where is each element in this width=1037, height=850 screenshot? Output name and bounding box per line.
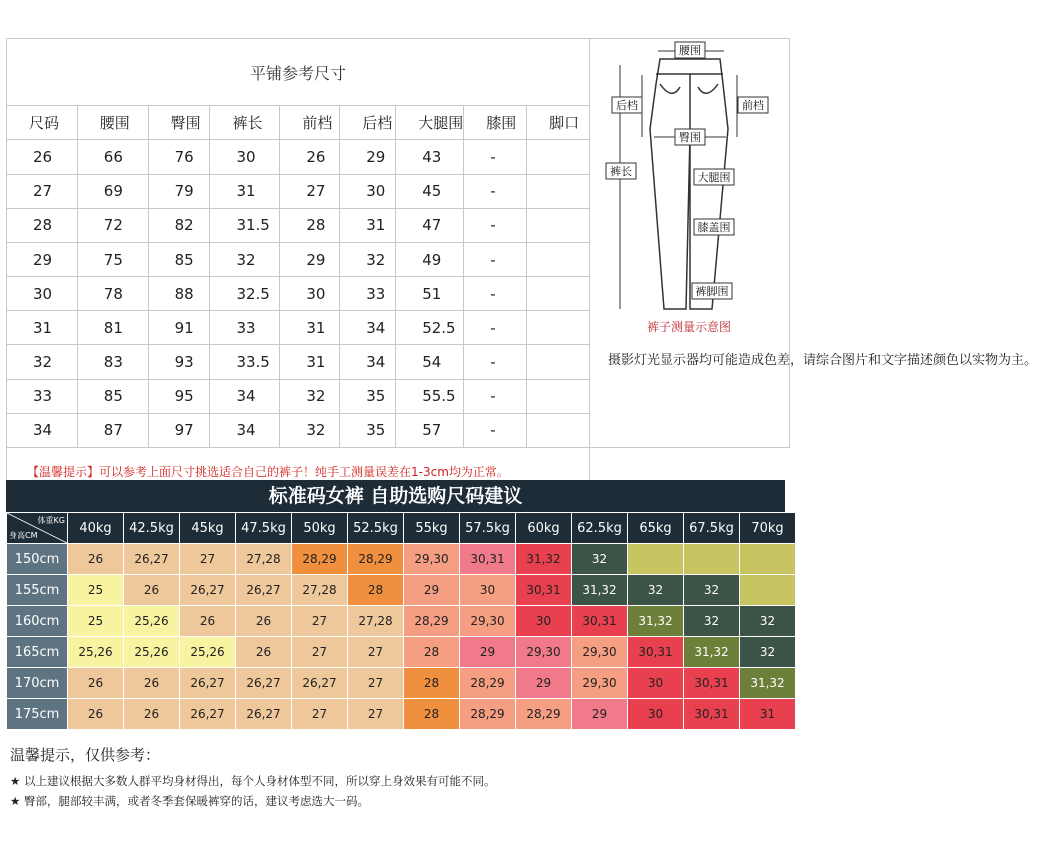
size-suggestion-cell: 27 (348, 637, 403, 667)
size-table-cell: 51 (396, 277, 464, 311)
size-table-cell: 78 (77, 277, 148, 311)
size-suggestion-cell: 28 (404, 637, 459, 667)
size-suggestion-cell: 28,29 (404, 606, 459, 636)
size-table-cell: 33 (340, 277, 396, 311)
diagram-caption: 裤子测量示意图 (646, 320, 731, 334)
size-table-cell (527, 277, 590, 311)
size-table-cell: 27 (7, 174, 78, 208)
size-table-header: 膝围 (464, 106, 527, 140)
size-suggestion-cell: 26 (124, 575, 179, 605)
size-table-cell: 75 (77, 242, 148, 276)
size-suggestion-cell: 27 (348, 668, 403, 698)
grid-row (7, 668, 795, 698)
size-suggestion-cell: 26,27 (236, 575, 291, 605)
size-suggestion-cell: 26 (236, 606, 291, 636)
back-rise-label: 后档 (615, 99, 638, 112)
size-table-cell: - (464, 277, 527, 311)
size-suggestion-cell: 26,27 (180, 699, 235, 729)
size-table-cell: 35 (340, 379, 396, 413)
size-table-cell: 88 (148, 277, 210, 311)
size-suggestion-cell: 29,30 (572, 637, 627, 667)
size-suggestion-cell: 29,30 (460, 606, 515, 636)
size-table-cell: 30 (210, 140, 280, 174)
size-grid-title: 标准码女裤 自助选购尺码建议 (6, 480, 785, 512)
weight-header-cell: 40kg (68, 513, 123, 543)
weight-header-cell: 42.5kg (124, 513, 179, 543)
size-table-cell (527, 379, 590, 413)
size-table-cell: 72 (77, 208, 148, 242)
size-suggestion-cell: 26 (124, 699, 179, 729)
tip-line: ★ 以上建议根据大多数人群平均身材得出，每个人身材体型不同，所以穿上身效果有可能不同。 (10, 774, 496, 788)
size-table-cell: 66 (77, 140, 148, 174)
weight-header-cell: 57.5kg (460, 513, 515, 543)
grid-row (7, 637, 795, 667)
size-table-header: 腰围 (77, 106, 148, 140)
size-suggestion-cell (628, 544, 683, 574)
size-table-cell: - (464, 345, 527, 379)
size-table-cell: 30 (7, 277, 78, 311)
measurement-diagram-panel (589, 39, 1037, 448)
size-suggestion-cell: 32 (628, 575, 683, 605)
size-table-cell (527, 413, 590, 447)
size-table-cell: - (464, 413, 527, 447)
size-suggestion-cell: 25,26 (180, 637, 235, 667)
size-suggestion-cell: 32 (740, 606, 795, 636)
grid-row (7, 699, 795, 729)
tips-section (10, 744, 780, 811)
hip-label: 臀围 (678, 131, 701, 144)
size-suggestion-cell: 25,26 (124, 606, 179, 636)
size-table-title: 平铺参考尺寸 (7, 39, 590, 106)
weight-header-cell: 65kg (628, 513, 683, 543)
height-header-cell: 150cm (7, 544, 67, 574)
size-suggestion-cell (740, 544, 795, 574)
size-suggestion-cell: 30,31 (684, 668, 739, 698)
size-suggestion-cell: 26 (124, 668, 179, 698)
size-table-cell: 30 (280, 277, 340, 311)
size-table-cell: 91 (148, 311, 210, 345)
size-suggestion-cell: 26,27 (180, 668, 235, 698)
size-suggestion-cell: 32 (684, 575, 739, 605)
size-suggestion-cell: 30 (628, 668, 683, 698)
size-table-cell: 97 (148, 413, 210, 447)
size-table-cell: 32 (280, 413, 340, 447)
size-table-cell: 26 (7, 140, 78, 174)
size-table-header: 尺码 (7, 106, 78, 140)
size-table-cell: 87 (77, 413, 148, 447)
size-table-cell: 32 (340, 242, 396, 276)
size-table-header: 大腿围 (396, 106, 464, 140)
size-table-cell: 29 (7, 242, 78, 276)
size-table-cell: 34 (210, 413, 280, 447)
size-table-cell: 33.5 (210, 345, 280, 379)
size-suggestion-cell: 30 (628, 699, 683, 729)
size-suggestion-cell (740, 575, 795, 605)
size-suggestion-cell: 28,29 (460, 668, 515, 698)
size-table-header: 脚口 (527, 106, 590, 140)
size-suggestion-cell: 27,28 (348, 606, 403, 636)
size-table-cell: - (464, 208, 527, 242)
weight-header-cell: 50kg (292, 513, 347, 543)
size-suggestion-cell: 25,26 (68, 637, 123, 667)
size-table-cell: 30 (340, 174, 396, 208)
size-table-cell: 85 (77, 379, 148, 413)
size-table-cell: 43 (396, 140, 464, 174)
size-suggestion-cell: 29 (516, 668, 571, 698)
size-table-cell: 69 (77, 174, 148, 208)
size-table-cell: 26 (280, 140, 340, 174)
size-table-cell: 31 (340, 208, 396, 242)
size-suggestion-cell: 31,32 (516, 544, 571, 574)
size-suggestion-cell: 28,29 (292, 544, 347, 574)
size-suggestion-cell: 31,32 (572, 575, 627, 605)
knee-label: 膝盖围 (697, 221, 731, 234)
size-table-cell (527, 174, 590, 208)
size-table-header: 裤长 (210, 106, 280, 140)
size-table-cell: 34 (210, 379, 280, 413)
weight-header-cell: 62.5kg (572, 513, 627, 543)
size-table-cell (527, 242, 590, 276)
size-suggestion-cell: 29,30 (572, 668, 627, 698)
size-table-cell: 79 (148, 174, 210, 208)
size-suggestion-cell: 30 (516, 606, 571, 636)
size-suggestion-cell: 26 (68, 544, 123, 574)
size-suggestion-cell: 30,31 (460, 544, 515, 574)
size-suggestion-cell (684, 544, 739, 574)
size-suggestion-cell: 26 (236, 637, 291, 667)
size-table-cell: 29 (340, 140, 396, 174)
size-suggestion-cell: 25,26 (124, 637, 179, 667)
size-suggestion-cell: 27 (292, 699, 347, 729)
weight-header-cell: 52.5kg (348, 513, 403, 543)
size-suggestion-cell: 28,29 (348, 544, 403, 574)
size-table-cell: 34 (340, 311, 396, 345)
size-suggestion-cell: 27 (292, 606, 347, 636)
size-suggestion-cell: 30,31 (628, 637, 683, 667)
size-table-cell: 31 (7, 311, 78, 345)
size-table-cell: 32 (7, 345, 78, 379)
size-table-cell: 33 (7, 379, 78, 413)
size-table-cell: 54 (396, 345, 464, 379)
size-suggestion-cell: 32 (684, 606, 739, 636)
size-table-cell: 76 (148, 140, 210, 174)
size-table-cell: 47 (396, 208, 464, 242)
size-table-cell: 32.5 (210, 277, 280, 311)
size-table-cell: 28 (7, 208, 78, 242)
size-table-cell: 31 (280, 311, 340, 345)
size-suggestion-cell: 26 (68, 668, 123, 698)
size-table-cell: - (464, 242, 527, 276)
height-header-cell: 175cm (7, 699, 67, 729)
size-table-cell: 57 (396, 413, 464, 447)
grid-row (7, 575, 795, 605)
size-table-cell: 35 (340, 413, 396, 447)
size-table-cell: 82 (148, 208, 210, 242)
size-table-cell: - (464, 311, 527, 345)
size-table-cell (527, 311, 590, 345)
size-suggestion-cell: 29 (460, 637, 515, 667)
size-suggestion-cell: 30,31 (572, 606, 627, 636)
size-suggestion-cell: 29,30 (404, 544, 459, 574)
size-suggestion-cell: 30 (460, 575, 515, 605)
grid-row (7, 606, 795, 636)
weight-axis-label: 体重KG (37, 516, 65, 525)
size-table-cell: 27 (280, 174, 340, 208)
size-suggestion-cell: 26,27 (236, 668, 291, 698)
size-table-cell: 28 (280, 208, 340, 242)
pants-measurement-diagram (590, 39, 788, 319)
height-header-cell: 170cm (7, 668, 67, 698)
size-table-header: 前档 (280, 106, 340, 140)
size-suggestion-cell: 32 (572, 544, 627, 574)
front-rise-label: 前档 (741, 99, 764, 112)
size-table-cell: 33 (210, 311, 280, 345)
weight-header-cell: 47.5kg (236, 513, 291, 543)
size-table-cell (527, 345, 590, 379)
size-table-note: 【温馨提示】可以参考上面尺寸挑选适合自己的裤子！纯手工测量误差在1-3cm均为正常。 (7, 448, 590, 496)
size-table-cell: 32 (280, 379, 340, 413)
size-suggestion-cell: 31,32 (684, 637, 739, 667)
size-table-cell: 55.5 (396, 379, 464, 413)
size-suggestion-cell: 27,28 (236, 544, 291, 574)
size-suggestion-cell: 25 (68, 575, 123, 605)
size-table-cell: 34 (7, 413, 78, 447)
size-table-cell (527, 208, 590, 242)
size-table-cell: 52.5 (396, 311, 464, 345)
height-header-cell: 155cm (7, 575, 67, 605)
size-table-cell: - (464, 379, 527, 413)
size-suggestion-cell: 29,30 (516, 637, 571, 667)
size-suggestion-cell: 32 (740, 637, 795, 667)
size-table-header: 后档 (340, 106, 396, 140)
size-suggestion-cell: 26,27 (124, 544, 179, 574)
weight-header-cell: 70kg (740, 513, 795, 543)
tips-title: 温馨提示，仅供参考： (10, 746, 161, 764)
size-suggestion-cell: 25 (68, 606, 123, 636)
size-table-header: 臀围 (148, 106, 210, 140)
size-suggestion-cell: 29 (404, 575, 459, 605)
size-table-cell: 85 (148, 242, 210, 276)
height-axis-label: 身高CM (9, 531, 38, 540)
grid-row (7, 544, 795, 574)
size-suggestion-cell: 28,29 (516, 699, 571, 729)
size-suggestion-cell: 27 (348, 699, 403, 729)
size-suggestion-cell: 27 (292, 637, 347, 667)
flat-size-table (6, 38, 1037, 496)
size-suggestion-cell: 28 (404, 699, 459, 729)
size-suggestion-cell: 28,29 (460, 699, 515, 729)
size-suggestion-cell: 26,27 (180, 575, 235, 605)
height-header-cell: 160cm (7, 606, 67, 636)
size-suggestion-cell: 26,27 (292, 668, 347, 698)
color-disclaimer: 摄影灯光显示器均可能造成色差，请综合图片和文字描述颜色以实物为主。 (607, 353, 1037, 368)
tip-line: ★ 臀部，腿部较丰满，或者冬季套保暖裤穿的话，建议考虑选大一码。 (10, 794, 369, 808)
size-suggestion-cell: 27,28 (292, 575, 347, 605)
size-table-cell: 83 (77, 345, 148, 379)
grid-corner (7, 513, 67, 543)
size-suggestion-cell: 31 (740, 699, 795, 729)
size-suggestion-cell: 31,32 (740, 668, 795, 698)
size-suggestion-cell: 30,31 (516, 575, 571, 605)
size-suggestion-cell: 28 (348, 575, 403, 605)
height-header-cell: 165cm (7, 637, 67, 667)
size-suggestion-cell: 29 (572, 699, 627, 729)
size-table-cell: - (464, 174, 527, 208)
size-suggestion-cell: 26 (68, 699, 123, 729)
weight-header-cell: 55kg (404, 513, 459, 543)
length-label: 裤长 (609, 165, 632, 178)
size-table-cell (527, 140, 590, 174)
thigh-label: 大腿围 (697, 171, 731, 184)
size-suggestion-cell: 28 (404, 668, 459, 698)
size-table-cell: 29 (280, 242, 340, 276)
size-suggestion-cell: 26 (180, 606, 235, 636)
size-table-cell: 31 (210, 174, 280, 208)
size-table-cell: 31.5 (210, 208, 280, 242)
weight-header-cell: 45kg (180, 513, 235, 543)
size-recommendation-grid (6, 512, 796, 730)
size-table-cell: - (464, 140, 527, 174)
size-table-cell: 45 (396, 174, 464, 208)
size-table-cell: 31 (280, 345, 340, 379)
size-table-cell: 81 (77, 311, 148, 345)
weight-header-cell: 60kg (516, 513, 571, 543)
size-table-cell: 32 (210, 242, 280, 276)
waist-label: 腰围 (678, 44, 701, 57)
size-suggestion-cell: 31,32 (628, 606, 683, 636)
size-table-cell: 49 (396, 242, 464, 276)
size-table-cell: 93 (148, 345, 210, 379)
size-suggestion-cell: 30,31 (684, 699, 739, 729)
size-table-cell: 95 (148, 379, 210, 413)
weight-header-cell: 67.5kg (684, 513, 739, 543)
hem-label: 裤脚围 (695, 285, 729, 298)
size-table-cell: 34 (340, 345, 396, 379)
size-suggestion-cell: 26,27 (236, 699, 291, 729)
size-suggestion-cell: 27 (180, 544, 235, 574)
